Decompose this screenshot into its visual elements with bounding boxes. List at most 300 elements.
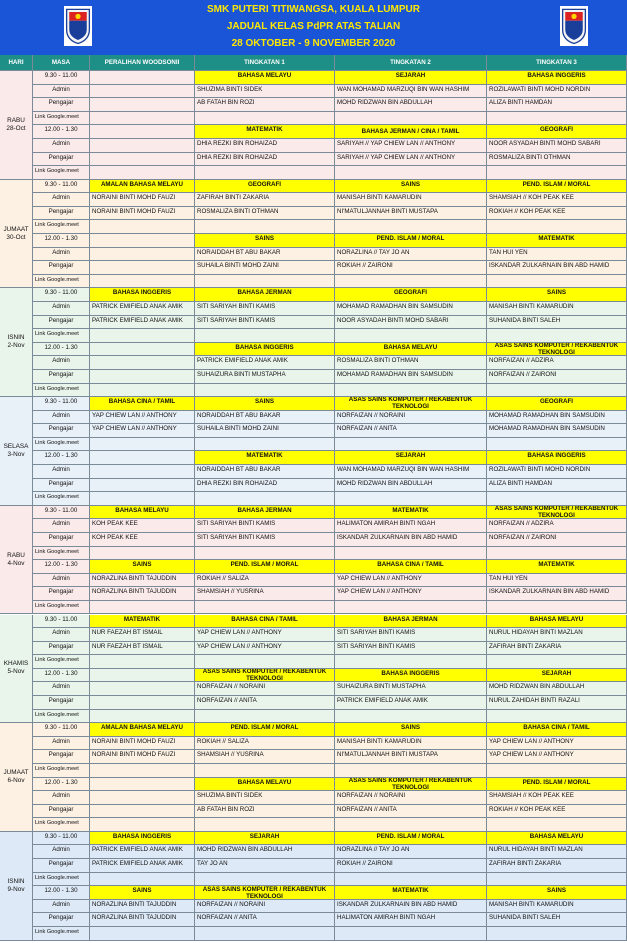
row-label-pengajar: Pengajar xyxy=(33,587,90,601)
google-meet-link[interactable]: Link Google.meet xyxy=(33,220,90,234)
link-blank-cell xyxy=(487,655,627,669)
google-meet-link[interactable]: Link Google.meet xyxy=(33,601,90,615)
teacher-name: NURUL ZAHIDAH BINTI RAZALI xyxy=(487,696,627,710)
link-blank-cell xyxy=(90,655,195,669)
admin-name xyxy=(90,791,195,805)
session-time: 9.30 - 11.00 xyxy=(33,180,90,194)
teacher-name: ROKIAH // KOH PEAK KEE xyxy=(487,805,627,819)
admin-name: NORAINI BINTI MOHD FAUZI xyxy=(90,737,195,751)
column-header: TINGKATAN 2 xyxy=(335,55,487,71)
teacher-name: MOHAMAD RAMADHAN BIN SAMSUDIN xyxy=(487,424,627,438)
admin-name: WAN MOHAMAD MARZUQI BIN WAN HASHIM xyxy=(335,465,487,479)
subject-cell: SAINS xyxy=(90,560,195,574)
teacher-name: PATRICK EMIFIELD ANAK AMIK xyxy=(335,696,487,710)
admin-name: YAP CHIEW LAN // ANTHONY xyxy=(90,411,195,425)
link-blank-cell xyxy=(195,818,335,832)
teacher-name: NI'MATULJANNAH BINTI MUSTAPA xyxy=(335,207,487,221)
subject-cell xyxy=(90,451,195,465)
teacher-name: SARIYAH // YAP CHIEW LAN // ANTHONY xyxy=(335,153,487,167)
link-blank-cell xyxy=(487,764,627,778)
admin-name: NORFAIZAN // NORAINI xyxy=(195,900,335,914)
teacher-name xyxy=(90,261,195,275)
admin-name: TAN HUI YEN xyxy=(487,574,627,588)
admin-name: NORAZLINA BINTI TAJUDDIN xyxy=(90,574,195,588)
schedule-title: JADUAL KELAS PdPR ATAS TALIAN xyxy=(226,21,401,32)
subject-cell: ASAS SAINS KOMPUTER / REKABENTUK TEKNOLOGI xyxy=(487,343,627,357)
teacher-name: MOHD RIDZWAN BIN ABDULLAH xyxy=(335,479,487,493)
subject-cell: SEJARAH xyxy=(487,669,627,683)
link-blank-cell xyxy=(487,547,627,561)
admin-name: MOHD RIDZWAN BIN ABDULLAH xyxy=(195,845,335,859)
admin-name: ROZILAWATI BINTI MOHD NORDIN xyxy=(487,85,627,99)
subject-cell: SAINS xyxy=(195,397,335,411)
subject-cell: BAHASA CINA / TAMIL xyxy=(487,723,627,737)
admin-name: NUR FAEZAH BT ISMAIL xyxy=(90,628,195,642)
link-blank-cell xyxy=(487,112,627,126)
row-label-admin: Admin xyxy=(33,356,90,370)
teacher-name: SUHAILA BINTI MOHD ZAINI xyxy=(195,424,335,438)
teacher-name xyxy=(90,98,195,112)
link-blank-cell xyxy=(195,655,335,669)
google-meet-link[interactable]: Link Google.meet xyxy=(33,710,90,724)
admin-name: SITI SARIYAH BINTI KAMIS xyxy=(335,628,487,642)
link-blank-cell xyxy=(195,601,335,615)
link-blank-cell xyxy=(90,492,195,506)
teacher-name: NORFAIZAN // ANITA xyxy=(335,805,487,819)
subject-cell: AMALAN BAHASA MELAYU xyxy=(90,723,195,737)
session-time: 12.00 - 1.30 xyxy=(33,778,90,792)
teacher-name: MOHD RIDZWAN BIN ABDULLAH xyxy=(335,98,487,112)
admin-name: NORAIDDAH BT ABU BAKAR xyxy=(195,411,335,425)
row-label-pengajar: Pengajar xyxy=(33,207,90,221)
link-blank-cell xyxy=(195,710,335,724)
link-blank-cell xyxy=(335,384,487,398)
subject-cell: GEOGRAFI xyxy=(487,397,627,411)
row-label-admin: Admin xyxy=(33,737,90,751)
admin-name: MANISAH BINTI KAMARUDIN xyxy=(487,302,627,316)
teacher-name xyxy=(90,153,195,167)
google-meet-link[interactable]: Link Google.meet xyxy=(33,166,90,180)
subject-cell: MATEMATIK xyxy=(487,234,627,248)
teacher-name: NORAINI BINTI MOHD FAUZI xyxy=(90,207,195,221)
link-blank-cell xyxy=(335,220,487,234)
admin-name: PATRICK EMIFIELD ANAK AMIK xyxy=(90,845,195,859)
admin-name: ROZILAWATI BINTI MOHD NORDIN xyxy=(487,465,627,479)
page-header xyxy=(0,0,627,55)
teacher-name: YAP CHIEW LAN // ANTHONY xyxy=(335,587,487,601)
admin-name: SHAMSIAH // KOH PEAK KEE xyxy=(487,791,627,805)
subject-cell: BAHASA INGGERIS xyxy=(335,669,487,683)
subject-cell: ASAS SAINS KOMPUTER / REKABENTUK TEKNOLOGI xyxy=(195,669,335,683)
subject-cell: BAHASA INGGERIS xyxy=(487,71,627,85)
subject-cell: BAHASA INGGERIS xyxy=(195,343,335,357)
teacher-name: ROSMALIZA BINTI OTHMAN xyxy=(195,207,335,221)
teacher-name: TAY JO AN xyxy=(195,859,335,873)
teacher-name: PATRICK EMIFIELD ANAK AMIK xyxy=(90,859,195,873)
row-label-pengajar: Pengajar xyxy=(33,424,90,438)
row-label-pengajar: Pengajar xyxy=(33,261,90,275)
session-time: 9.30 - 11.00 xyxy=(33,723,90,737)
row-label-admin: Admin xyxy=(33,574,90,588)
admin-name: PATRICK EMIFIELD ANAK AMIK xyxy=(195,356,335,370)
teacher-name: NORFAIZAN // ZAIRONI xyxy=(487,370,627,384)
subject-cell: SAINS xyxy=(487,288,627,302)
teacher-name: ZAFIRAH BINTI ZAKARIA xyxy=(487,642,627,656)
teacher-name: NI'MATULJANNAH BINTI MUSTAPA xyxy=(335,750,487,764)
admin-name: ROKIAH // SALIZA xyxy=(195,737,335,751)
day-label: ISNIN 2-Nov xyxy=(0,288,33,397)
subject-cell: BAHASA CINA / TAMIL xyxy=(335,560,487,574)
link-blank-cell xyxy=(487,329,627,343)
row-label-pengajar: Pengajar xyxy=(33,370,90,384)
google-meet-link[interactable]: Link Google.meet xyxy=(33,655,90,669)
subject-cell: MATEMATIK xyxy=(335,506,487,520)
link-blank-cell xyxy=(335,329,487,343)
link-blank-cell xyxy=(90,220,195,234)
session-time: 12.00 - 1.30 xyxy=(33,343,90,357)
row-label-admin: Admin xyxy=(33,519,90,533)
subject-cell: SAINS xyxy=(335,180,487,194)
teacher-name: ROKIAH // ZAIRONI xyxy=(335,261,487,275)
admin-name: SHUZIMA BINTI SIDEK xyxy=(195,791,335,805)
column-header: TINGKATAN 3 xyxy=(487,55,627,71)
admin-name: SARIYAH // YAP CHIEW LAN // ANTHONY xyxy=(335,139,487,153)
subject-cell: SAINS xyxy=(335,723,487,737)
link-blank-cell xyxy=(90,438,195,452)
subject-cell: GEOGRAFI xyxy=(335,288,487,302)
admin-name: HALIMATON AMIRAH BINTI NGAH xyxy=(335,519,487,533)
subject-cell: SAINS xyxy=(90,886,195,900)
teacher-name: ROKIAH // ZAIRONI xyxy=(335,859,487,873)
link-blank-cell xyxy=(195,492,335,506)
row-label-pengajar: Pengajar xyxy=(33,479,90,493)
subject-cell: PEND. ISLAM / MORAL xyxy=(335,832,487,846)
link-blank-cell xyxy=(195,166,335,180)
row-label-admin: Admin xyxy=(33,193,90,207)
subject-cell: AMALAN BAHASA MELAYU xyxy=(90,180,195,194)
day-label: RABU 28-Oct xyxy=(0,71,33,180)
admin-name: DHIA REZKI BIN ROHAIZAD xyxy=(195,139,335,153)
teacher-name: ALIZA BINTI HAMDAN xyxy=(487,479,627,493)
link-blank-cell xyxy=(487,710,627,724)
link-blank-cell xyxy=(90,764,195,778)
row-label-admin: Admin xyxy=(33,302,90,316)
subject-cell: MATEMATIK xyxy=(90,615,195,629)
teacher-name: SITI SARIYAH BINTI KAMIS xyxy=(335,642,487,656)
session-time: 9.30 - 11.00 xyxy=(33,288,90,302)
subject-cell: BAHASA MELAYU xyxy=(90,506,195,520)
link-blank-cell xyxy=(335,818,487,832)
row-label-admin: Admin xyxy=(33,900,90,914)
subject-cell xyxy=(90,669,195,683)
session-time: 12.00 - 1.30 xyxy=(33,234,90,248)
admin-name: NORAIDDAH BT ABU BAKAR xyxy=(195,465,335,479)
teacher-name xyxy=(90,370,195,384)
admin-name: PATRICK EMIFIELD ANAK AMIK xyxy=(90,302,195,316)
link-blank-cell xyxy=(335,112,487,126)
teacher-name: ALIZA BINTI HAMDAN xyxy=(487,98,627,112)
school-logo-right xyxy=(558,4,590,48)
link-blank-cell xyxy=(90,710,195,724)
row-label-pengajar: Pengajar xyxy=(33,805,90,819)
admin-name: ROSMALIZA BINTI OTHMAN xyxy=(335,356,487,370)
teacher-name: PATRICK EMIFIELD ANAK AMIK xyxy=(90,316,195,330)
google-meet-link[interactable]: Link Google.meet xyxy=(33,547,90,561)
teacher-name: YAP CHIEW LAN // ANTHONY xyxy=(195,642,335,656)
admin-name: NORAIDDAH BT ABU BAKAR xyxy=(195,248,335,262)
link-blank-cell xyxy=(335,547,487,561)
subject-cell: SEJARAH xyxy=(335,451,487,465)
subject-cell: ASAS SAINS KOMPUTER / REKABENTUK TEKNOLOGI xyxy=(335,397,487,411)
link-blank-cell xyxy=(335,438,487,452)
row-label-pengajar: Pengajar xyxy=(33,859,90,873)
google-meet-link[interactable]: Link Google.meet xyxy=(33,384,90,398)
teacher-name: SITI SARIYAH BINTI KAMIS xyxy=(195,316,335,330)
subject-cell: PEND. ISLAM / MORAL xyxy=(195,723,335,737)
admin-name: NORFAIZAN // NORAINI xyxy=(335,411,487,425)
admin-name: NORAINI BINTI MOHD FAUZI xyxy=(90,193,195,207)
day-label: JUMAAT 30-Oct xyxy=(0,180,33,289)
link-blank-cell xyxy=(487,438,627,452)
link-blank-cell xyxy=(487,275,627,289)
row-label-pengajar: Pengajar xyxy=(33,913,90,927)
link-blank-cell xyxy=(195,873,335,887)
admin-name: YAP CHIEW LAN // ANTHONY xyxy=(487,737,627,751)
row-label-admin: Admin xyxy=(33,139,90,153)
google-meet-link[interactable]: Link Google.meet xyxy=(33,329,90,343)
link-blank-cell xyxy=(487,818,627,832)
column-header: HARI xyxy=(0,55,33,71)
teacher-name: MOHAMAD RAMADHAN BIN SAMSUDIN xyxy=(335,370,487,384)
link-blank-cell xyxy=(487,492,627,506)
link-blank-cell xyxy=(335,927,487,941)
subject-cell: BAHASA JERMAN xyxy=(335,615,487,629)
row-label-admin: Admin xyxy=(33,411,90,425)
subject-cell: GEOGRAFI xyxy=(487,125,627,139)
subject-cell: ASAS SAINS KOMPUTER / REKABENTUK TEKNOLOGI xyxy=(487,506,627,520)
link-blank-cell xyxy=(335,710,487,724)
link-blank-cell xyxy=(195,220,335,234)
subject-cell: MATEMATIK xyxy=(335,886,487,900)
google-meet-link[interactable]: Link Google.meet xyxy=(33,275,90,289)
link-blank-cell xyxy=(90,329,195,343)
teacher-name: ZAFIRAH BINTI ZAKARIA xyxy=(487,859,627,873)
subject-cell: PEND. ISLAM / MORAL xyxy=(487,180,627,194)
subject-cell: SEJARAH xyxy=(335,71,487,85)
link-blank-cell xyxy=(195,275,335,289)
link-blank-cell xyxy=(90,384,195,398)
teacher-name: DHIA REZKI BIN ROHAIZAD xyxy=(195,153,335,167)
google-meet-link[interactable]: Link Google.meet xyxy=(33,112,90,126)
session-time: 12.00 - 1.30 xyxy=(33,560,90,574)
teacher-name: SUHANIDA BINTI SALEH xyxy=(487,316,627,330)
link-blank-cell xyxy=(335,275,487,289)
subject-cell: PEND. ISLAM / MORAL xyxy=(195,560,335,574)
session-time: 9.30 - 11.00 xyxy=(33,71,90,85)
link-blank-cell xyxy=(90,275,195,289)
teacher-name xyxy=(90,805,195,819)
session-time: 9.30 - 11.00 xyxy=(33,506,90,520)
teacher-name: HALIMATON AMIRAH BINTI NGAH xyxy=(335,913,487,927)
subject-cell: GEOGRAFI xyxy=(195,180,335,194)
day-label: ISNIN 9-Nov xyxy=(0,832,33,941)
session-time: 12.00 - 1.30 xyxy=(33,669,90,683)
admin-name: SHAMSIAH // KOH PEAK KEE xyxy=(487,193,627,207)
teacher-name: SHAMSIAH // YUSRINA xyxy=(195,587,335,601)
admin-name: WAN MOHAMAD MARZUQI BIN WAN HASHIM xyxy=(335,85,487,99)
admin-name: NORFAIZAN // ADZIRA xyxy=(487,519,627,533)
row-label-pengajar: Pengajar xyxy=(33,642,90,656)
link-blank-cell xyxy=(335,492,487,506)
session-time: 12.00 - 1.30 xyxy=(33,125,90,139)
link-blank-cell xyxy=(90,166,195,180)
link-blank-cell xyxy=(90,818,195,832)
column-header: MASA xyxy=(33,55,90,71)
admin-name: ZAFIRAH BINTI ZAKARIA xyxy=(195,193,335,207)
teacher-name xyxy=(90,696,195,710)
subject-cell: SAINS xyxy=(195,234,335,248)
session-time: 9.30 - 11.00 xyxy=(33,615,90,629)
day-label: SELASA 3-Nov xyxy=(0,397,33,506)
day-label: RABU 4-Nov xyxy=(0,506,33,615)
subject-cell: BAHASA JERMAN / CINA / TAMIL xyxy=(335,125,487,139)
teacher-name: SHAMSIAH // YUSRINA xyxy=(195,750,335,764)
schedule-period: 28 OKTOBER - 9 NOVEMBER 2020 xyxy=(231,38,396,49)
admin-name: NORAZLINA BINTI TAJUDDIN xyxy=(90,900,195,914)
subject-cell: BAHASA MELAYU xyxy=(335,343,487,357)
teacher-name: NORFAIZAN // ANITA xyxy=(195,696,335,710)
teacher-name: NORAZLINA BINTI TAJUDDIN xyxy=(90,913,195,927)
subject-cell: BAHASA CINA / TAMIL xyxy=(90,397,195,411)
teacher-name: SITI SARIYAH BINTI KAMIS xyxy=(195,533,335,547)
column-header: PERALIHAN WOODSONII xyxy=(90,55,195,71)
link-blank-cell xyxy=(335,764,487,778)
subject-cell: BAHASA INGGERIS xyxy=(487,451,627,465)
admin-name: NORFAIZAN // ADZIRA xyxy=(487,356,627,370)
teacher-name: ROSMALIZA BINTI OTHMAN xyxy=(487,153,627,167)
subject-cell xyxy=(90,125,195,139)
day-label: JUMAAT 6-Nov xyxy=(0,723,33,832)
row-label-pengajar: Pengajar xyxy=(33,696,90,710)
teacher-name: DHIA REZKI BIN ROHAIZAD xyxy=(195,479,335,493)
session-time: 9.30 - 11.00 xyxy=(33,397,90,411)
admin-name xyxy=(90,85,195,99)
school-name: SMK PUTERI TITIWANGSA, KUALA LUMPUR xyxy=(207,4,420,15)
teacher-name: AB FATAH BIN ROZI xyxy=(195,98,335,112)
google-meet-link[interactable]: Link Google.meet xyxy=(33,873,90,887)
teacher-name: NORFAIZAN // ANITA xyxy=(195,913,335,927)
subject-cell xyxy=(90,778,195,792)
subject-cell: PEND. ISLAM / MORAL xyxy=(335,234,487,248)
admin-name: NOOR ASYADAH BINTI MOHD SABARI xyxy=(487,139,627,153)
teacher-name: NORFAIZAN // ANITA xyxy=(335,424,487,438)
teacher-name: NORAINI BINTI MOHD FAUZI xyxy=(90,750,195,764)
row-label-admin: Admin xyxy=(33,85,90,99)
teacher-name: AB FATAH BIN ROZI xyxy=(195,805,335,819)
admin-name: YAP CHIEW LAN // ANTHONY xyxy=(195,628,335,642)
subject-cell xyxy=(90,343,195,357)
admin-name: NORFAIZAN // NORAINI xyxy=(335,791,487,805)
row-label-admin: Admin xyxy=(33,791,90,805)
admin-name: SITI SARIYAH BINTI KAMIS xyxy=(195,519,335,533)
link-blank-cell xyxy=(487,220,627,234)
link-blank-cell xyxy=(487,873,627,887)
subject-cell: ASAS SAINS KOMPUTER / REKABENTUK TEKNOLOGI xyxy=(335,778,487,792)
link-blank-cell xyxy=(195,329,335,343)
admin-name: ROKIAH // SALIZA xyxy=(195,574,335,588)
session-time: 12.00 - 1.30 xyxy=(33,886,90,900)
subject-cell: SEJARAH xyxy=(195,832,335,846)
subject-cell: SAINS xyxy=(487,886,627,900)
row-label-admin: Admin xyxy=(33,628,90,642)
teacher-name: KOH PEAK KEE xyxy=(90,533,195,547)
admin-name: MOHAMAD RAMADHAN BIN SAMSUDIN xyxy=(487,411,627,425)
admin-name xyxy=(90,682,195,696)
admin-name: SITI SARIYAH BINTI KAMIS xyxy=(195,302,335,316)
subject-cell: BAHASA MELAYU xyxy=(195,71,335,85)
link-blank-cell xyxy=(195,927,335,941)
subject-cell: BAHASA JERMAN xyxy=(195,288,335,302)
google-meet-link[interactable]: Link Google.meet xyxy=(33,492,90,506)
link-blank-cell xyxy=(487,166,627,180)
subject-cell: PEND. ISLAM / MORAL xyxy=(487,778,627,792)
link-blank-cell xyxy=(487,601,627,615)
column-header: TINGKATAN 1 xyxy=(195,55,335,71)
subject-cell: MATEMATIK xyxy=(487,560,627,574)
google-meet-link[interactable]: Link Google.meet xyxy=(33,438,90,452)
teacher-name: YAP CHIEW LAN // ANTHONY xyxy=(90,424,195,438)
row-label-pengajar: Pengajar xyxy=(33,316,90,330)
teacher-name: SUHANIDA BINTI SALEH xyxy=(487,913,627,927)
teacher-name: ISKANDAR ZULKARNAIN BIN ABD HAMID xyxy=(487,261,627,275)
row-label-pengajar: Pengajar xyxy=(33,533,90,547)
google-meet-link[interactable]: Link Google.meet xyxy=(33,764,90,778)
admin-name: MANISAH BINTI KAMARUDIN xyxy=(335,193,487,207)
admin-name: MOHAMAD RAMADHAN BIN SAMSUDIN xyxy=(335,302,487,316)
google-meet-link[interactable]: Link Google.meet xyxy=(33,818,90,832)
link-blank-cell xyxy=(487,384,627,398)
teacher-name: ISKANDAR ZULKARNAIN BIN ABD HAMID xyxy=(335,533,487,547)
admin-name: NORFAIZAN // NORAINI xyxy=(195,682,335,696)
admin-name: SHUZIMA BINTI SIDEK xyxy=(195,85,335,99)
link-blank-cell xyxy=(90,873,195,887)
admin-name xyxy=(90,465,195,479)
admin-name: NURUL HIDAYAH BINTI MAZLAN xyxy=(487,628,627,642)
row-label-admin: Admin xyxy=(33,465,90,479)
subject-cell: BAHASA INGGERIS xyxy=(90,288,195,302)
teacher-name: NORFAIZAN // ZAIRONI xyxy=(487,533,627,547)
google-meet-link[interactable]: Link Google.meet xyxy=(33,927,90,941)
row-label-pengajar: Pengajar xyxy=(33,98,90,112)
subject-cell: BAHASA MELAYU xyxy=(487,615,627,629)
admin-name: MOHD RIDZWAN BIN ABDULLAH xyxy=(487,682,627,696)
subject-cell xyxy=(90,234,195,248)
subject-cell: BAHASA MELAYU xyxy=(195,778,335,792)
admin-name: MANISAH BINTI KAMARUDIN xyxy=(487,900,627,914)
subject-cell: BAHASA CINA / TAMIL xyxy=(195,615,335,629)
teacher-name: SUHAIZURA BINTI MUSTAPHA xyxy=(195,370,335,384)
subject-cell: BAHASA MELAYU xyxy=(487,832,627,846)
session-time: 9.30 - 11.00 xyxy=(33,832,90,846)
teacher-name: NOOR ASYADAH BINTI MOHD SABARI xyxy=(335,316,487,330)
link-blank-cell xyxy=(195,764,335,778)
subject-cell xyxy=(90,71,195,85)
link-blank-cell xyxy=(335,873,487,887)
admin-name xyxy=(90,139,195,153)
admin-name xyxy=(90,356,195,370)
link-blank-cell xyxy=(195,112,335,126)
subject-cell: BAHASA JERMAN xyxy=(195,506,335,520)
